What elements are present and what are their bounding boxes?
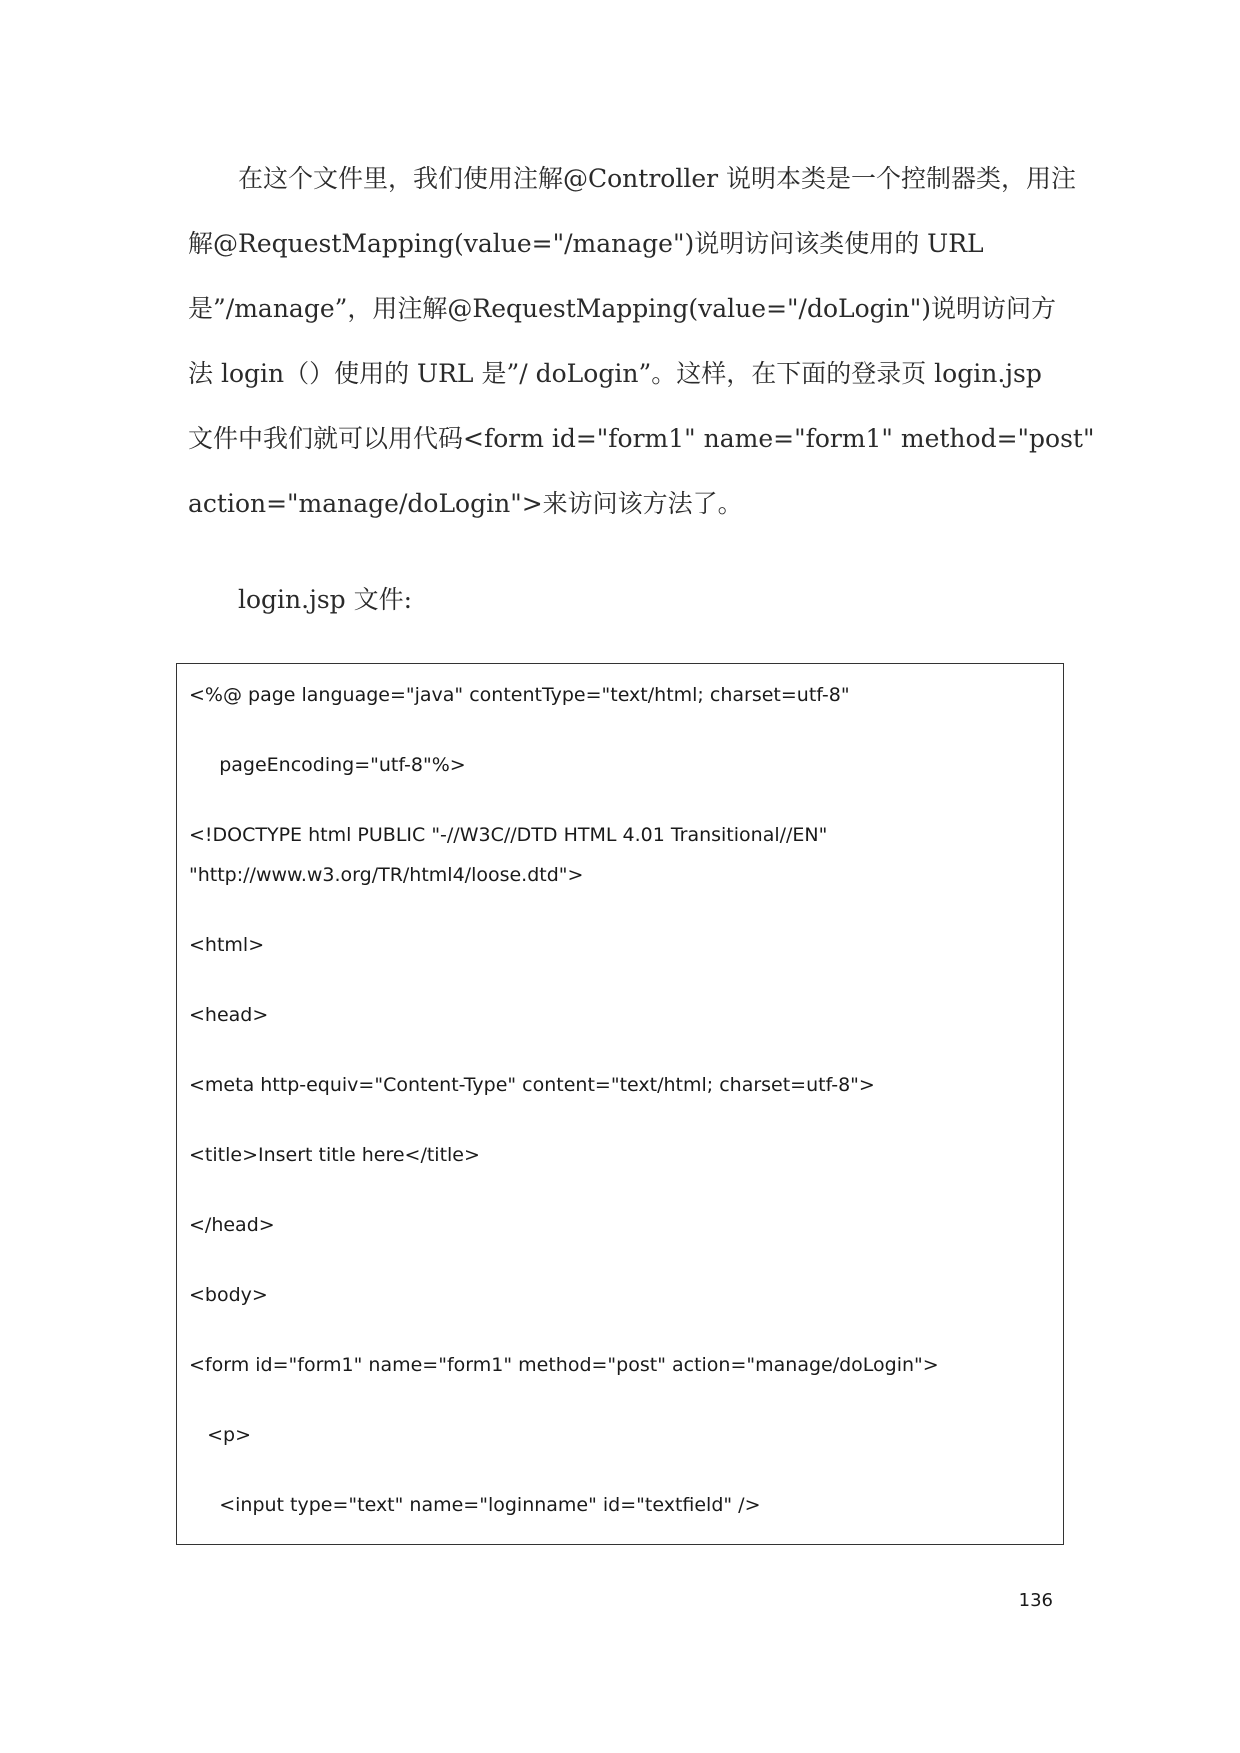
code-line: <meta http-equiv="Content-Type" content="text/html; charset=utf-8">: [189, 1074, 875, 1096]
code-line: <body>: [189, 1284, 268, 1306]
code-line: <title>Insert title here</title>: [189, 1144, 480, 1166]
code-line: <head>: [189, 1004, 269, 1026]
code-line: <!DOCTYPE html PUBLIC "-//W3C//DTD HTML 4.01 Transitional//EN": [189, 824, 828, 846]
paragraph-line: 文件中我们就可以用代码<form id="form1" name="form1" method="post": [188, 424, 1095, 453]
code-line: <%@ page language="java" contentType="text/html; charset=utf-8": [189, 684, 850, 706]
code-line: <input type="text" name="loginname" id="textfield" />: [189, 1494, 761, 1516]
file-label-text: login.jsp 文件:: [238, 585, 413, 614]
code-block: [176, 663, 1064, 1545]
paragraph-line: 法 login（）使用的 URL 是”/ doLogin”。这样，在下面的登录页 login.jsp: [188, 359, 1042, 388]
code-line: pageEncoding="utf-8"%>: [189, 754, 466, 776]
code-line: "http://www.w3.org/TR/html4/loose.dtd">: [189, 864, 584, 886]
code-line: <form id="form1" name="form1" method="post" action="manage/doLogin">: [189, 1354, 939, 1376]
paragraph-line: action="manage/doLogin">来访问该方法了。: [188, 489, 743, 518]
code-line: <p>: [189, 1424, 252, 1446]
paragraph-line: 是”/manage”，用注解@RequestMapping(value="/doLogin")说明访问方: [188, 294, 1057, 323]
code-line: </head>: [189, 1214, 275, 1236]
page-number: 136: [1018, 1590, 1053, 1611]
paragraph-line: 在这个文件里，我们使用注解@Controller 说明本类是一个控制器类，用注: [238, 164, 1077, 193]
paragraph-line: 解@RequestMapping(value="/manage")说明访问该类使用的 URL: [188, 229, 984, 258]
code-line: <html>: [189, 934, 265, 956]
